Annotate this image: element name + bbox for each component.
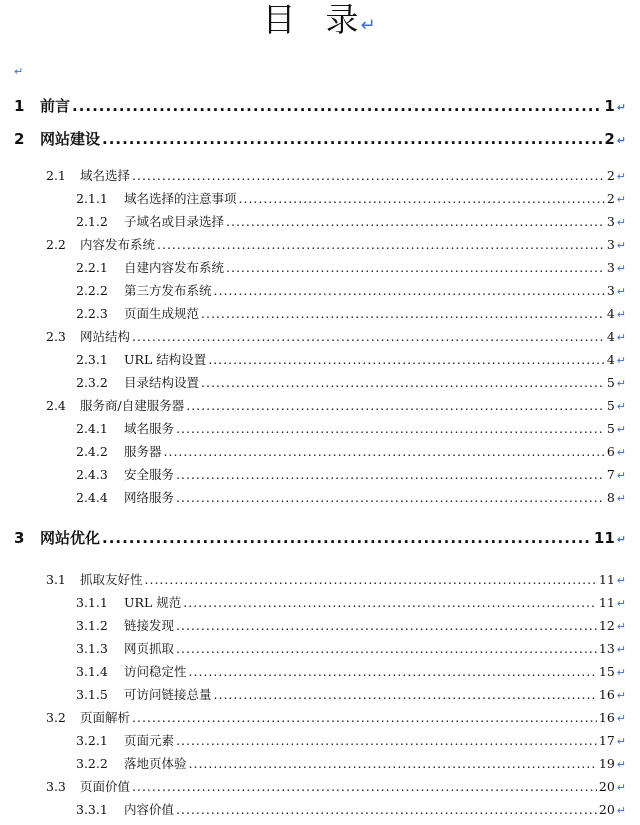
return-mark-icon: ↵ xyxy=(616,533,626,546)
toc-entry-title: 链接发现 xyxy=(124,618,175,633)
toc-leader-dots xyxy=(176,421,605,436)
toc-entry-number: 2.4.4 xyxy=(76,490,108,505)
toc-leader-dots xyxy=(214,283,605,298)
toc-entry-page: 6 xyxy=(606,444,615,459)
return-mark-icon: ↵ xyxy=(616,262,626,275)
toc-leader-dots xyxy=(132,329,605,344)
toc-entry-level-1[interactable] xyxy=(14,128,626,149)
toc-entry-level-1[interactable] xyxy=(14,527,626,548)
toc-entry-number: 2.3.1 xyxy=(76,352,108,367)
toc-entry-page: 5 xyxy=(606,375,615,390)
toc-entry-number: 3.2 xyxy=(46,710,66,725)
toc-entry-level-3[interactable] xyxy=(76,373,626,391)
toc-entry-level-3[interactable] xyxy=(76,639,626,657)
toc-entry-page: 2 xyxy=(604,130,615,148)
toc-leader-dots xyxy=(226,260,605,275)
return-mark-icon: ↵ xyxy=(616,597,626,610)
toc-leader-dots xyxy=(176,802,597,817)
toc-entry-page: 20 xyxy=(598,779,615,794)
return-mark-icon: ↵ xyxy=(616,354,626,367)
toc-entry-title: 页面生成规范 xyxy=(124,306,200,321)
toc-entry-title: 安全服务 xyxy=(124,467,175,482)
toc-entry-title: 服务器 xyxy=(124,444,162,459)
toc-entry-title: URL 结构设置 xyxy=(124,352,207,367)
toc-entry-level-2[interactable] xyxy=(46,235,626,253)
return-mark-icon: ↵ xyxy=(616,193,626,206)
toc-leader-dots xyxy=(239,191,605,206)
toc-entry-level-2[interactable] xyxy=(46,777,626,795)
return-mark-icon: ↵ xyxy=(616,400,626,413)
toc-entry-number: 3.1.1 xyxy=(76,595,108,610)
toc-entry-page: 11 xyxy=(598,595,615,610)
toc-entry-level-3[interactable] xyxy=(76,419,626,437)
toc-leader-dots xyxy=(176,733,597,748)
toc-entry-level-3[interactable] xyxy=(76,662,626,680)
toc-leader-dots xyxy=(186,398,605,413)
toc-entry-title: 内容价值 xyxy=(124,802,175,817)
toc-entry-number: 3.3.1 xyxy=(76,802,108,817)
toc-entry-title: 域名选择的注意事项 xyxy=(124,191,237,206)
toc-entry-title: 目录结构设置 xyxy=(124,375,200,390)
toc-entry-number: 2.2.1 xyxy=(76,260,108,275)
toc-entry-level-3[interactable] xyxy=(76,593,626,611)
toc-entry-page: 5 xyxy=(606,398,615,413)
return-mark-icon: ↵ xyxy=(14,65,24,78)
toc-entry-number: 2.4.1 xyxy=(76,421,108,436)
toc-entry-level-3[interactable] xyxy=(76,350,626,368)
return-mark-icon: ↵ xyxy=(616,101,626,114)
toc-entry-page: 2 xyxy=(606,191,615,206)
toc-entry-title: 网页抓取 xyxy=(124,641,175,656)
return-mark-icon: ↵ xyxy=(616,666,626,679)
toc-entry-number: 3.1.2 xyxy=(76,618,108,633)
toc-entry-level-2[interactable] xyxy=(46,570,626,588)
toc-entry-page: 3 xyxy=(606,283,615,298)
toc-entry-number: 3.1.3 xyxy=(76,641,108,656)
toc-entry-number: 3.2.2 xyxy=(76,756,108,771)
toc-entry-page: 1 xyxy=(604,97,615,115)
toc-entry-page: 3 xyxy=(606,214,615,229)
toc-entry-level-3[interactable] xyxy=(76,488,626,506)
toc-entry-title: 内容发布系统 xyxy=(80,237,156,252)
toc-leader-dots xyxy=(201,306,605,321)
return-mark-icon: ↵ xyxy=(616,170,626,183)
toc-entry-number: 3.1.4 xyxy=(76,664,108,679)
toc-entry-title: 页面解析 xyxy=(80,710,131,725)
return-mark-icon: ↵ xyxy=(616,574,626,587)
toc-entry-page: 4 xyxy=(606,329,615,344)
toc-entry-page: 16 xyxy=(598,710,615,725)
toc-entry-title: 子域名或目录选择 xyxy=(124,214,225,229)
toc-entry-level-3[interactable] xyxy=(76,212,626,230)
toc-entry-title: 域名选择 xyxy=(80,168,131,183)
toc-entry-level-3[interactable] xyxy=(76,754,626,772)
toc-leader-dots xyxy=(132,710,597,725)
toc-entry-page: 4 xyxy=(606,352,615,367)
toc-entry-title: 域名服务 xyxy=(124,421,175,436)
return-mark-icon: ↵ xyxy=(616,446,626,459)
toc-entry-page: 3 xyxy=(606,237,615,252)
toc-leader-dots xyxy=(201,375,605,390)
toc-leader-dots xyxy=(157,237,605,252)
return-mark-icon: ↵ xyxy=(616,331,626,344)
toc-entry-title: 前言 xyxy=(40,97,71,115)
toc-entry-title: 可访问链接总量 xyxy=(124,687,212,702)
toc-entry-level-3[interactable] xyxy=(76,731,626,749)
toc-entry-page: 5 xyxy=(606,421,615,436)
return-mark-icon: ↵ xyxy=(360,15,378,36)
toc-entry-level-3[interactable] xyxy=(76,616,626,634)
toc-leader-dots xyxy=(176,467,605,482)
toc-entry-title: URL 规范 xyxy=(124,595,182,610)
toc-leader-dots xyxy=(189,664,597,679)
toc-entry-title: 访问稳定性 xyxy=(124,664,187,679)
toc-entry-page: 11 xyxy=(593,529,615,547)
toc-entry-number: 2.1.1 xyxy=(76,191,108,206)
toc-entry-title: 落地页体验 xyxy=(124,756,187,771)
toc-entry-level-3[interactable] xyxy=(76,281,626,299)
toc-entry-page: 7 xyxy=(606,467,615,482)
return-mark-icon: ↵ xyxy=(616,377,626,390)
toc-entry-number: 2.1.2 xyxy=(76,214,108,229)
toc-entry-number: 2 xyxy=(14,130,25,148)
toc-title xyxy=(0,0,640,40)
toc-entry-level-3[interactable] xyxy=(76,465,626,483)
toc-entry-number: 3.1 xyxy=(46,572,66,587)
toc-leader-dots xyxy=(189,756,597,771)
toc-entry-number: 3.2.1 xyxy=(76,733,108,748)
toc-entry-number: 2.2 xyxy=(46,237,66,252)
toc-leader-dots xyxy=(132,779,597,794)
toc-entry-level-3[interactable] xyxy=(76,304,626,322)
toc-entry-level-3[interactable] xyxy=(76,442,626,460)
toc-entry-title: 网络服务 xyxy=(124,490,175,505)
toc-entry-page: 12 xyxy=(598,618,615,633)
return-mark-icon: ↵ xyxy=(616,620,626,633)
return-mark-icon: ↵ xyxy=(616,643,626,656)
toc-entry-page: 20 xyxy=(598,802,615,817)
return-mark-icon: ↵ xyxy=(616,285,626,298)
return-mark-icon: ↵ xyxy=(616,216,626,229)
toc-entry-number: 2.3 xyxy=(46,329,66,344)
toc-entry-number: 2.4 xyxy=(46,398,66,413)
toc-entry-level-2[interactable] xyxy=(46,396,626,414)
toc-entry-level-3[interactable] xyxy=(76,258,626,276)
toc-leader-dots xyxy=(176,490,605,505)
toc-entry-level-1[interactable] xyxy=(14,95,626,116)
toc-entry-page: 2 xyxy=(606,168,615,183)
toc-entry-title: 网站优化 xyxy=(40,529,101,547)
return-mark-icon: ↵ xyxy=(616,781,626,794)
toc-entry-title: 自建内容发布系统 xyxy=(124,260,225,275)
return-mark-icon: ↵ xyxy=(616,423,626,436)
toc-entry-page: 13 xyxy=(598,641,615,656)
toc-entry-title: 页面元素 xyxy=(124,733,175,748)
toc-entry-number: 3.1.5 xyxy=(76,687,108,702)
toc-leader-dots xyxy=(214,687,597,702)
toc-entry-title: 第三方发布系统 xyxy=(124,283,212,298)
toc-entry-number: 2.2.3 xyxy=(76,306,108,321)
toc-entry-page: 11 xyxy=(598,572,615,587)
toc-leader-dots xyxy=(176,618,597,633)
toc-leader-dots xyxy=(183,595,597,610)
toc-leader-dots xyxy=(145,572,597,587)
toc-entry-level-2[interactable] xyxy=(46,166,626,184)
return-mark-icon: ↵ xyxy=(616,712,626,725)
toc-entry-page: 15 xyxy=(598,664,615,679)
return-mark-icon: ↵ xyxy=(616,469,626,482)
title-part-1: 目 xyxy=(262,0,298,39)
toc-entry-number: 2.4.3 xyxy=(76,467,108,482)
toc-entry-number: 3.3 xyxy=(46,779,66,794)
toc-entry-level-3[interactable] xyxy=(76,800,626,818)
toc-entry-page: 19 xyxy=(598,756,615,771)
toc-leader-dots xyxy=(102,130,602,148)
toc-entry-title: 页面价值 xyxy=(80,779,131,794)
toc-entry-level-2[interactable] xyxy=(46,327,626,345)
return-mark-icon: ↵ xyxy=(616,689,626,702)
toc-leader-dots xyxy=(208,352,605,367)
toc-entry-title: 网站结构 xyxy=(80,329,131,344)
return-mark-icon: ↵ xyxy=(616,134,626,147)
toc-entry-page: 16 xyxy=(598,687,615,702)
return-mark-icon: ↵ xyxy=(616,492,626,505)
toc-entry-title: 服务商/自建服务器 xyxy=(80,398,185,413)
toc-entry-title: 抓取友好性 xyxy=(80,572,143,587)
toc-entry-level-3[interactable] xyxy=(76,685,626,703)
toc-entry-level-3[interactable] xyxy=(76,189,626,207)
toc-entry-number: 2.2.2 xyxy=(76,283,108,298)
toc-leader-dots xyxy=(226,214,605,229)
toc-entry-page: 17 xyxy=(598,733,615,748)
toc-entry-number: 2.3.2 xyxy=(76,375,108,390)
toc-leader-dots xyxy=(102,529,592,547)
title-part-2: 录 xyxy=(325,0,361,39)
return-mark-icon: ↵ xyxy=(616,239,626,252)
return-mark-icon: ↵ xyxy=(616,735,626,748)
toc-leader-dots xyxy=(176,641,597,656)
toc-leader-dots xyxy=(132,168,605,183)
toc-leader-dots xyxy=(72,97,602,115)
return-mark-icon: ↵ xyxy=(616,308,626,321)
return-mark-icon: ↵ xyxy=(616,758,626,771)
toc-entry-number: 1 xyxy=(14,97,25,115)
toc-entry-level-2[interactable] xyxy=(46,708,626,726)
toc-entry-page: 4 xyxy=(606,306,615,321)
return-mark-icon: ↵ xyxy=(616,804,626,817)
toc-entry-number: 2.4.2 xyxy=(76,444,108,459)
toc-entry-page: 3 xyxy=(606,260,615,275)
toc-leader-dots xyxy=(164,444,605,459)
toc-entry-number: 2.1 xyxy=(46,168,66,183)
toc-entry-page: 8 xyxy=(606,490,615,505)
toc-entry-number: 3 xyxy=(14,529,25,547)
toc-entry-title: 网站建设 xyxy=(40,130,101,148)
